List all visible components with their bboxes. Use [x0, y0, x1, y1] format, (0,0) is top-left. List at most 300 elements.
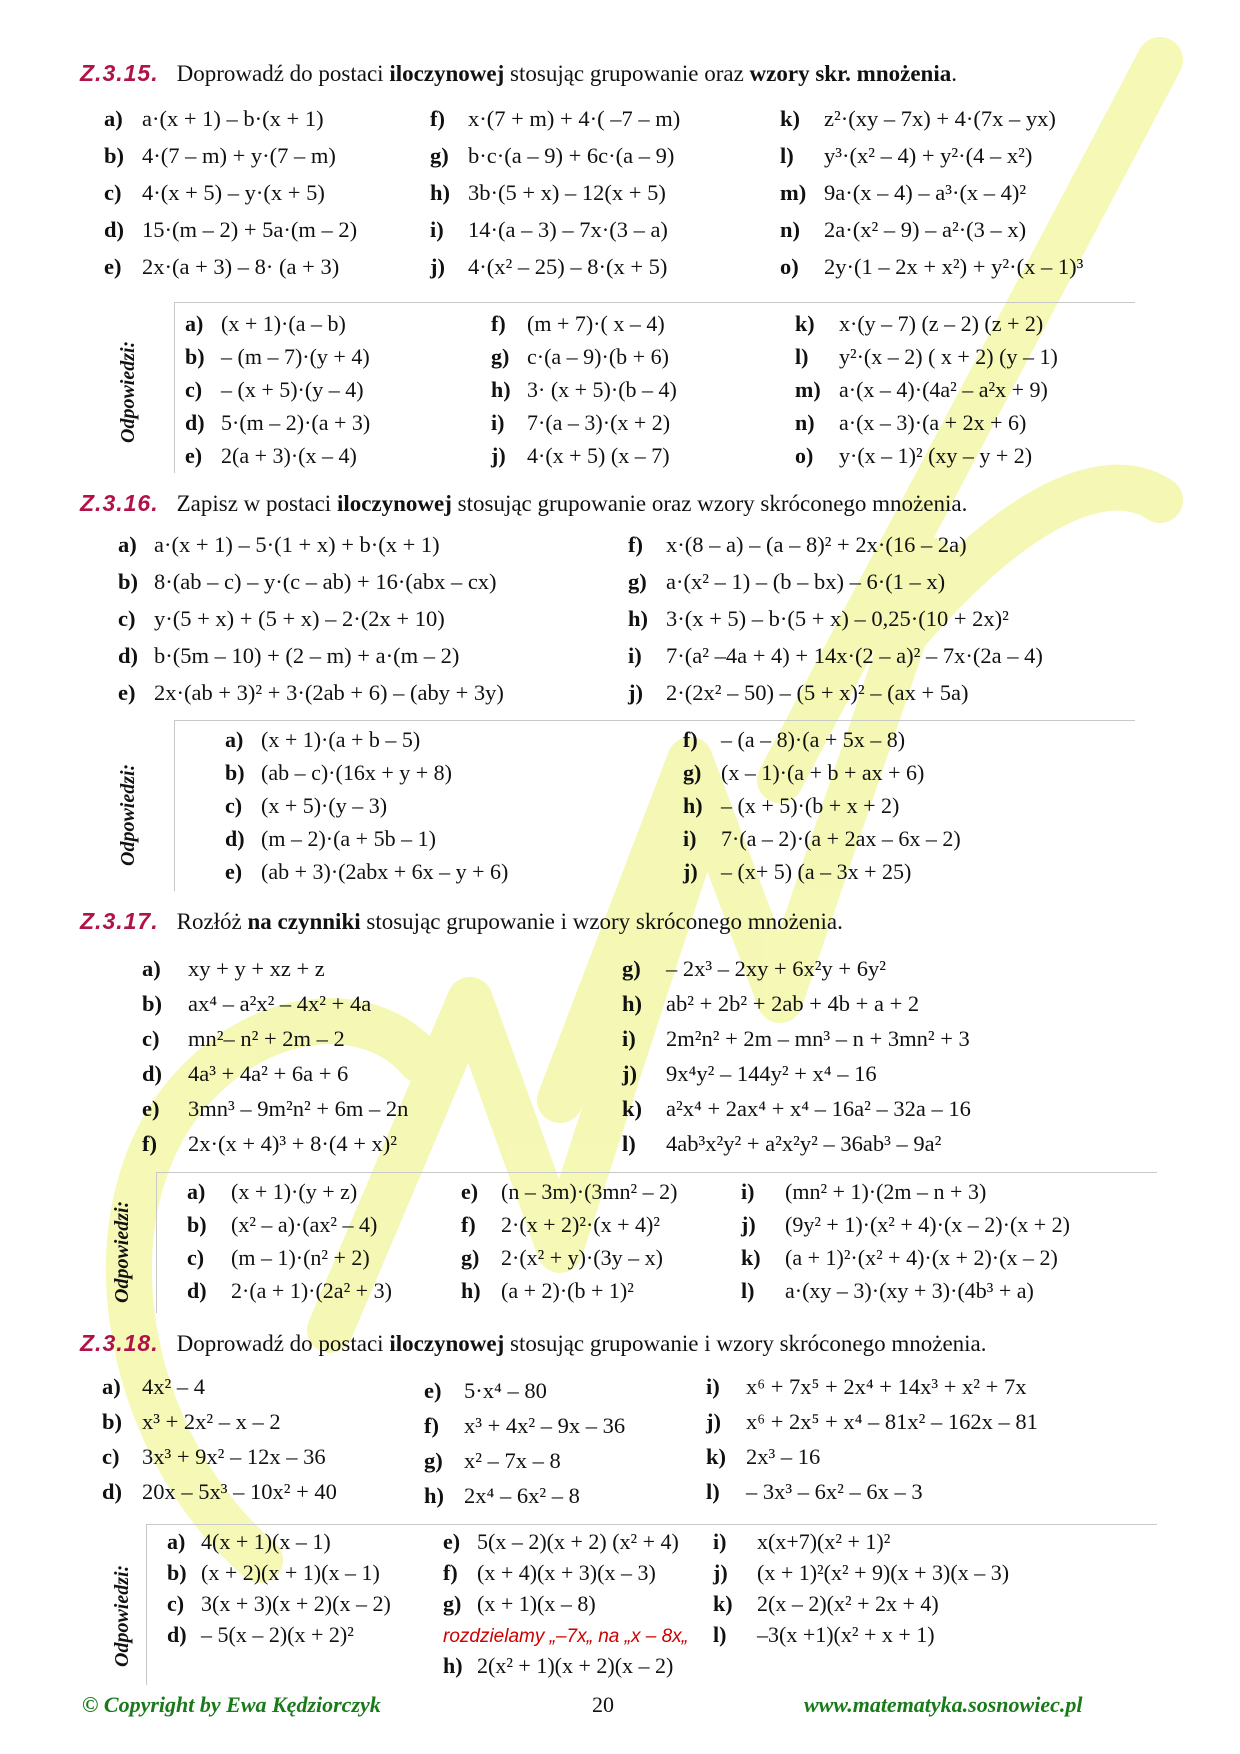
- answer-label: l): [713, 1622, 727, 1647]
- answer-item: [443, 1651, 688, 1682]
- answers-box: [111, 1172, 1157, 1313]
- section-z315: [80, 58, 1160, 468]
- item-label: i): [622, 1026, 636, 1051]
- item-label: i): [628, 643, 642, 668]
- answer-label: e): [461, 1179, 479, 1204]
- answer-item: [461, 1210, 677, 1243]
- item-expression: x·(7 + m) + 4·( –7 – m): [468, 106, 681, 131]
- answer-label: j): [713, 1560, 728, 1585]
- item-expression: y·(5 + x) + (5 + x) – 2·(2x + 10): [154, 606, 445, 631]
- exercise-item: [104, 104, 357, 141]
- section-id: Z.3.15.: [80, 60, 159, 86]
- answer-expression: (ab – c)·(16x + y + 8): [261, 760, 452, 785]
- answer-expression: (x + 1)·(a + b – 5): [261, 727, 421, 752]
- answer-label: k): [741, 1245, 761, 1270]
- exercise-column: [430, 104, 680, 289]
- item-label: m): [780, 180, 807, 205]
- heading-text: Doprowadź do postaci: [176, 61, 390, 86]
- heading-text: stosując grupowanie oraz wzory skróconego mnożenia.: [451, 491, 968, 516]
- item-expression: xy + y + xz + z: [188, 956, 325, 981]
- answer-label: m): [795, 377, 821, 402]
- answer-expression: (mn² + 1)·(2m – n + 3): [785, 1179, 987, 1204]
- item-expression: mn²– n² + 2m – 2: [188, 1026, 345, 1051]
- item-label: c): [142, 1026, 160, 1051]
- answers-label: Odpowiedzi:: [117, 340, 139, 443]
- answer-label: e): [185, 443, 203, 468]
- page-number: 20: [592, 1692, 614, 1717]
- exercise-item: [780, 141, 1083, 178]
- exercise-item: [706, 1372, 1038, 1407]
- answers-box: [111, 1524, 1157, 1685]
- section-z317: [80, 906, 1160, 1303]
- answer-expression: – 5(x – 2)(x + 2)²: [201, 1622, 354, 1647]
- exercise-item: [104, 141, 357, 178]
- answer-column: [741, 1177, 1070, 1309]
- answer-item: [713, 1620, 1009, 1651]
- item-label: a): [102, 1374, 121, 1399]
- answer-label: a): [187, 1179, 206, 1204]
- item-label: l): [622, 1131, 636, 1156]
- item-expression: 15·(m – 2) + 5a·(m – 2): [142, 217, 358, 242]
- answer-item: [185, 441, 370, 474]
- exercise-item: [706, 1477, 1038, 1512]
- exercise-column: [424, 1376, 625, 1516]
- answer-expression: 2·(a + 1)·(2a² + 3): [231, 1278, 392, 1303]
- exercise-item: [142, 1059, 408, 1094]
- answer-item: [461, 1243, 677, 1276]
- item-expression: 7·(a² –4a + 4) + 14x·(2 – a)² – 7x·(2a – 4): [666, 643, 1043, 668]
- item-label: h): [622, 991, 643, 1016]
- answer-expression: (ab + 3)·(2abx + 6x – y + 6): [261, 859, 509, 884]
- answer-expression: 2(x² + 1)(x + 2)(x – 2): [477, 1653, 674, 1678]
- item-label: j): [622, 1061, 637, 1086]
- answer-item: [741, 1210, 1070, 1243]
- exercise-item: [430, 104, 680, 141]
- answer-item: [185, 408, 370, 441]
- item-expression: 5·x⁴ – 80: [464, 1378, 547, 1403]
- answer-column: [185, 309, 370, 474]
- footer-website[interactable]: www.matematyka.sosnowiec.pl: [804, 1692, 1083, 1717]
- item-label: g): [430, 143, 449, 168]
- answer-column: [713, 1527, 1009, 1651]
- answer-item: [167, 1589, 391, 1620]
- item-label: b): [118, 569, 139, 594]
- exercise-item: [622, 989, 971, 1024]
- exercise-item: [628, 604, 1043, 641]
- exercise-item: [424, 1481, 625, 1516]
- item-label: d): [118, 643, 139, 668]
- answer-expression: (a + 2)·(b + 1)²: [501, 1278, 634, 1303]
- item-expression: 2·(2x² – 50) – (5 + x)² – (ax + 5a): [666, 680, 969, 705]
- item-label: d): [102, 1479, 123, 1504]
- answer-item: [185, 375, 370, 408]
- answer-expression: a·(xy – 3)·(xy + 3)·(4b³ + a): [785, 1278, 1034, 1303]
- item-label: j): [628, 680, 643, 705]
- exercise-item: [118, 641, 504, 678]
- item-expression: a·(x + 1) – 5·(1 + x) + b·(x + 1): [154, 532, 440, 557]
- answer-item: [795, 441, 1058, 474]
- item-label: f): [142, 1131, 157, 1156]
- heading-bold: iloczynowej: [389, 61, 505, 86]
- answer-item: [491, 441, 677, 474]
- item-label: l): [780, 143, 794, 168]
- answer-label: h): [683, 793, 703, 818]
- exercise-item: [628, 530, 1043, 567]
- answer-expression: – (a – 8)·(a + 5x – 8): [721, 727, 906, 752]
- answer-item: [443, 1527, 688, 1558]
- answer-item: [185, 309, 370, 342]
- answer-label: h): [491, 377, 511, 402]
- answer-label: b): [187, 1212, 207, 1237]
- exercise-item: [780, 104, 1083, 141]
- item-expression: x·(8 – a) – (a – 8)² + 2x·(16 – 2a): [666, 532, 967, 557]
- answer-item: [167, 1620, 391, 1651]
- answer-label: o): [795, 443, 814, 468]
- item-expression: 2x·(x + 4)³ + 8·(4 + x)²: [188, 1131, 398, 1156]
- item-expression: 4x² – 4: [142, 1374, 205, 1399]
- answer-label: k): [713, 1591, 733, 1616]
- heading-bold: na czynniki: [247, 909, 361, 934]
- answer-expression: 5·(m – 2)·(a + 3): [221, 410, 371, 435]
- answer-label: k): [795, 311, 815, 336]
- answer-item: [683, 857, 961, 890]
- heading-text: stosując grupowanie oraz: [504, 61, 750, 86]
- item-label: c): [104, 180, 122, 205]
- item-expression: 2a·(x² – 9) – a²·(3 – x): [824, 217, 1027, 242]
- answers-label: Odpowiedzi:: [117, 763, 139, 866]
- exercise-item: [142, 1129, 408, 1164]
- answer-expression: 2·(x + 2)²·(x + 4)²: [501, 1212, 660, 1237]
- answer-label: d): [187, 1278, 207, 1303]
- answer-expression: (x + 1)·(a – b): [221, 311, 346, 336]
- heading-bold: wzory skr. mnożenia: [749, 61, 952, 86]
- item-label: g): [628, 569, 647, 594]
- answers-label: Odpowiedzi:: [111, 1200, 133, 1303]
- answer-label: f): [683, 727, 698, 752]
- exercise-column: [706, 1372, 1038, 1512]
- item-expression: ax⁴ – a²x² – 4x² + 4a: [188, 991, 372, 1016]
- answer-label: h): [461, 1278, 481, 1303]
- answer-item: [187, 1210, 392, 1243]
- item-label: k): [780, 106, 801, 131]
- item-label: c): [102, 1444, 120, 1469]
- answer-label: g): [491, 344, 510, 369]
- item-label: n): [780, 217, 801, 242]
- item-label: i): [430, 217, 444, 242]
- exercise-item: [142, 954, 408, 989]
- answer-expression: 3· (x + 5)·(b – 4): [527, 377, 677, 402]
- answer-item: [185, 342, 370, 375]
- answer-item: [443, 1589, 688, 1620]
- section-id: Z.3.17.: [80, 908, 159, 934]
- exercise-item: [118, 604, 504, 641]
- answer-label: n): [795, 410, 815, 435]
- exercise-column: [622, 954, 971, 1164]
- exercise-item: [622, 1094, 971, 1129]
- answer-item: [491, 408, 677, 441]
- answer-expression: (x + 1)·(y + z): [231, 1179, 358, 1204]
- answer-column: [187, 1177, 392, 1309]
- answer-expression: (m – 2)·(a + 5b – 1): [261, 826, 436, 851]
- section-id: Z.3.18.: [80, 1330, 159, 1356]
- section-heading: [80, 488, 1160, 519]
- item-label: a): [118, 532, 137, 557]
- item-label: f): [424, 1413, 439, 1438]
- exercise-column: [780, 104, 1083, 289]
- exercise-item: [104, 178, 357, 215]
- exercise-column: [142, 954, 408, 1164]
- item-label: b): [102, 1409, 123, 1434]
- item-expression: a²x⁴ + 2ax⁴ + x⁴ – 16a² – 32a – 16: [666, 1096, 971, 1121]
- section-z318: [80, 1328, 1160, 1678]
- item-label: e): [118, 680, 136, 705]
- answer-item: [683, 758, 961, 791]
- answers-label: Odpowiedzi:: [111, 1564, 133, 1667]
- exercise-item: [102, 1407, 337, 1442]
- item-expression: 2x³ – 16: [746, 1444, 821, 1469]
- answer-expression: (a + 1)²·(x² + 4)·(x + 2)·(x – 2): [785, 1245, 1058, 1270]
- heading-text: stosując grupowanie i wzory skróconego mnożenia.: [504, 1331, 987, 1356]
- exercise-item: [780, 252, 1083, 289]
- answer-expression: (x + 1)(x – 8): [477, 1591, 596, 1616]
- exercise-item: [142, 989, 408, 1024]
- item-expression: 2y·(1 – 2x + x²) + y²·(x – 1)³: [824, 254, 1084, 279]
- item-label: d): [104, 217, 125, 242]
- exercise-item: [142, 1094, 408, 1129]
- item-expression: y³·(x² – 4) + y²·(4 – x²): [824, 143, 1033, 168]
- answer-label: i): [741, 1179, 755, 1204]
- exercise-item: [118, 678, 504, 715]
- answer-item: [713, 1558, 1009, 1589]
- answer-item: [491, 375, 677, 408]
- answer-expression: (x + 4)(x + 3)(x – 3): [477, 1560, 656, 1585]
- answer-label: l): [741, 1278, 755, 1303]
- item-label: j): [706, 1409, 721, 1434]
- exercise-item: [706, 1442, 1038, 1477]
- heading-text: .: [951, 61, 957, 86]
- section-z316: [80, 488, 1160, 884]
- answer-label: f): [443, 1560, 458, 1585]
- answer-item: [795, 408, 1058, 441]
- answer-item: [443, 1558, 688, 1589]
- item-expression: 2m²n² + 2m – mn³ – n + 3mn² + 3: [666, 1026, 970, 1051]
- section-heading: [80, 58, 1160, 89]
- answer-expression: (x – 1)·(a + b + ax + 6): [721, 760, 925, 785]
- item-label: k): [622, 1096, 643, 1121]
- answer-label: j): [741, 1212, 756, 1237]
- answer-label: c): [187, 1245, 205, 1270]
- item-label: g): [424, 1448, 443, 1473]
- item-expression: b·(5m – 10) + (2 – m) + a·(m – 2): [154, 643, 460, 668]
- exercise-item: [424, 1376, 625, 1411]
- item-expression: 20x – 5x³ – 10x² + 40: [142, 1479, 337, 1504]
- answer-expression: – (m – 7)·(y + 4): [221, 344, 370, 369]
- answer-item: [683, 725, 961, 758]
- answer-expression: (9y² + 1)·(x² + 4)·(x – 2)·(x + 2): [785, 1212, 1071, 1237]
- answer-label: i): [491, 410, 505, 435]
- answer-expression: 2·(x² + y)·(3y – x): [501, 1245, 663, 1270]
- item-expression: x³ + 4x² – 9x – 36: [464, 1413, 626, 1438]
- answer-expression: –3(x +1)(x² + x + 1): [757, 1622, 935, 1647]
- answer-expression: (m – 1)·(n² + 2): [231, 1245, 370, 1270]
- answer-label: d): [225, 826, 245, 851]
- answer-item: [713, 1527, 1009, 1558]
- item-label: e): [424, 1378, 442, 1403]
- answer-expression: (x + 1)²(x² + 9)(x + 3)(x – 3): [757, 1560, 1010, 1585]
- answer-column: [443, 1527, 688, 1682]
- exercise-item: [118, 530, 504, 567]
- answer-label: c): [225, 793, 243, 818]
- answer-expression: 3(x + 3)(x + 2)(x – 2): [201, 1591, 391, 1616]
- item-label: b): [142, 991, 163, 1016]
- heading-text: Doprowadź do postaci: [176, 1331, 390, 1356]
- item-label: h): [424, 1483, 445, 1508]
- exercise-item: [706, 1407, 1038, 1442]
- exercise-item: [622, 1024, 971, 1059]
- answer-label: b): [167, 1560, 187, 1585]
- exercise-column: [118, 530, 504, 715]
- item-expression: 8·(ab – c) – y·(c – ab) + 16·(abx – cx): [154, 569, 497, 594]
- answers-box: [117, 720, 1135, 891]
- exercise-item: [628, 641, 1043, 678]
- answer-expression: y²·(x – 2) ( x + 2) (y – 1): [839, 344, 1058, 369]
- answer-label: j): [491, 443, 506, 468]
- exercise-item: [628, 567, 1043, 604]
- answer-expression: x(x+7)(x² + 1)²: [757, 1529, 891, 1554]
- exercise-item: [622, 954, 971, 989]
- item-expression: 4a³ + 4a² + 6a + 6: [188, 1061, 349, 1086]
- item-expression: 4·(7 – m) + y·(7 – m): [142, 143, 336, 168]
- answer-label: b): [225, 760, 245, 785]
- answer-expression: (x + 5)·(y – 3): [261, 793, 388, 818]
- item-expression: 4·(x² – 25) – 8·(x + 5): [468, 254, 668, 279]
- answer-item: [187, 1276, 392, 1309]
- item-label: b): [104, 143, 125, 168]
- exercise-item: [628, 678, 1043, 715]
- item-expression: 9x⁴y² – 144y² + x⁴ – 16: [666, 1061, 877, 1086]
- answer-item: [225, 758, 508, 791]
- answer-label: a): [167, 1529, 186, 1554]
- item-label: a): [142, 956, 161, 981]
- exercise-item: [430, 141, 680, 178]
- answer-label: g): [683, 760, 702, 785]
- answer-item: [187, 1243, 392, 1276]
- item-expression: 14·(a – 3) – 7x·(3 – a): [468, 217, 668, 242]
- answer-item: [683, 824, 961, 857]
- item-label: f): [430, 106, 445, 131]
- exercise-item: [430, 215, 680, 252]
- answer-label: i): [713, 1529, 727, 1554]
- answer-item: [741, 1243, 1070, 1276]
- answer-item: [167, 1527, 391, 1558]
- item-expression: 3b·(5 + x) – 12(x + 5): [468, 180, 666, 205]
- footer-copyright: © Copyright by Ewa Kędziorczyk: [82, 1692, 381, 1717]
- answer-item: [795, 309, 1058, 342]
- item-label: d): [142, 1061, 163, 1086]
- item-expression: x⁶ + 7x⁵ + 2x⁴ + 14x³ + x² + 7x: [746, 1374, 1027, 1399]
- answer-expression: – (x+ 5) (a – 3x + 25): [721, 859, 912, 884]
- exercise-column: [104, 104, 357, 289]
- exercise-item: [142, 1024, 408, 1059]
- answer-label: g): [443, 1591, 462, 1616]
- answer-item: [461, 1177, 677, 1210]
- answer-expression: 2(x – 2)(x² + 2x + 4): [757, 1591, 939, 1616]
- answer-expression: y·(x – 1)² (xy – y + 2): [839, 443, 1033, 468]
- answer-item: [713, 1589, 1009, 1620]
- answer-label: i): [683, 826, 697, 851]
- answer-label: l): [795, 344, 809, 369]
- answer-label: h): [443, 1653, 463, 1678]
- answer-item: [491, 309, 677, 342]
- item-expression: 2x·(a + 3) – 8· (a + 3): [142, 254, 340, 279]
- answer-item: [461, 1276, 677, 1309]
- item-label: h): [430, 180, 451, 205]
- answer-label: a): [185, 311, 204, 336]
- item-label: o): [780, 254, 799, 279]
- heading-text: Zapisz w postaci: [176, 491, 337, 516]
- note-text: rozdzielamy „–7x„ na „x – 8x„: [443, 1626, 688, 1647]
- answer-item: [741, 1177, 1070, 1210]
- exercise-item: [102, 1372, 337, 1407]
- answer-expression: (x² – a)·(ax² – 4): [231, 1212, 378, 1237]
- answer-expression: 2(a + 3)·(x – 4): [221, 443, 357, 468]
- exercise-item: [104, 215, 357, 252]
- item-label: j): [430, 254, 445, 279]
- answer-note: [443, 1620, 688, 1651]
- answer-column: [225, 725, 508, 890]
- answer-column: [461, 1177, 677, 1309]
- item-expression: 4ab³x²y² + a²x²y² – 36ab³ – 9a²: [666, 1131, 942, 1156]
- exercise-item: [424, 1446, 625, 1481]
- answer-item: [225, 824, 508, 857]
- exercise-item: [622, 1059, 971, 1094]
- item-expression: x⁶ + 2x⁵ + x⁴ – 81x² – 162x – 81: [746, 1409, 1038, 1434]
- item-expression: 3·(x + 5) – b·(5 + x) – 0,25·(10 + 2x)²: [666, 606, 1009, 631]
- item-expression: b·c·(a – 9) + 6c·(a – 9): [468, 143, 675, 168]
- answer-item: [187, 1177, 392, 1210]
- item-expression: – 2x³ – 2xy + 6x²y + 6y²: [666, 956, 886, 981]
- item-label: a): [104, 106, 123, 131]
- exercise-item: [104, 252, 357, 289]
- item-label: h): [628, 606, 649, 631]
- answer-item: [795, 342, 1058, 375]
- answer-label: d): [167, 1622, 187, 1647]
- answer-label: a): [225, 727, 244, 752]
- item-expression: x³ + 2x² – x – 2: [142, 1409, 281, 1434]
- exercise-column: [102, 1372, 337, 1512]
- answer-expression: c·(a – 9)·(b + 6): [527, 344, 669, 369]
- answer-expression: x·(y – 7) (z – 2) (z + 2): [839, 311, 1044, 336]
- item-expression: 3x³ + 9x² – 12x – 36: [142, 1444, 326, 1469]
- exercise-column: [628, 530, 1043, 715]
- answers-box: [117, 302, 1135, 473]
- item-expression: x² – 7x – 8: [464, 1448, 561, 1473]
- item-expression: z²·(xy – 7x) + 4·(7x – yx): [824, 106, 1056, 131]
- item-label: c): [118, 606, 136, 631]
- answer-label: d): [185, 410, 205, 435]
- answer-expression: 7·(a – 2)·(a + 2ax – 6x – 2): [721, 826, 961, 851]
- item-label: k): [706, 1444, 727, 1469]
- item-expression: a·(x² – 1) – (b – bx) – 6·(1 – x): [666, 569, 946, 594]
- answer-expression: 7·(a – 3)·(x + 2): [527, 410, 671, 435]
- heading-bold: iloczynowej: [336, 491, 452, 516]
- heading-text: stosując grupowanie i wzory skróconego mnożenia.: [360, 909, 843, 934]
- section-id: Z.3.16.: [80, 490, 159, 516]
- section-heading: [80, 1328, 1160, 1359]
- answer-label: f): [491, 311, 506, 336]
- item-expression: 2x⁴ – 6x² – 8: [464, 1483, 580, 1508]
- exercise-item: [424, 1411, 625, 1446]
